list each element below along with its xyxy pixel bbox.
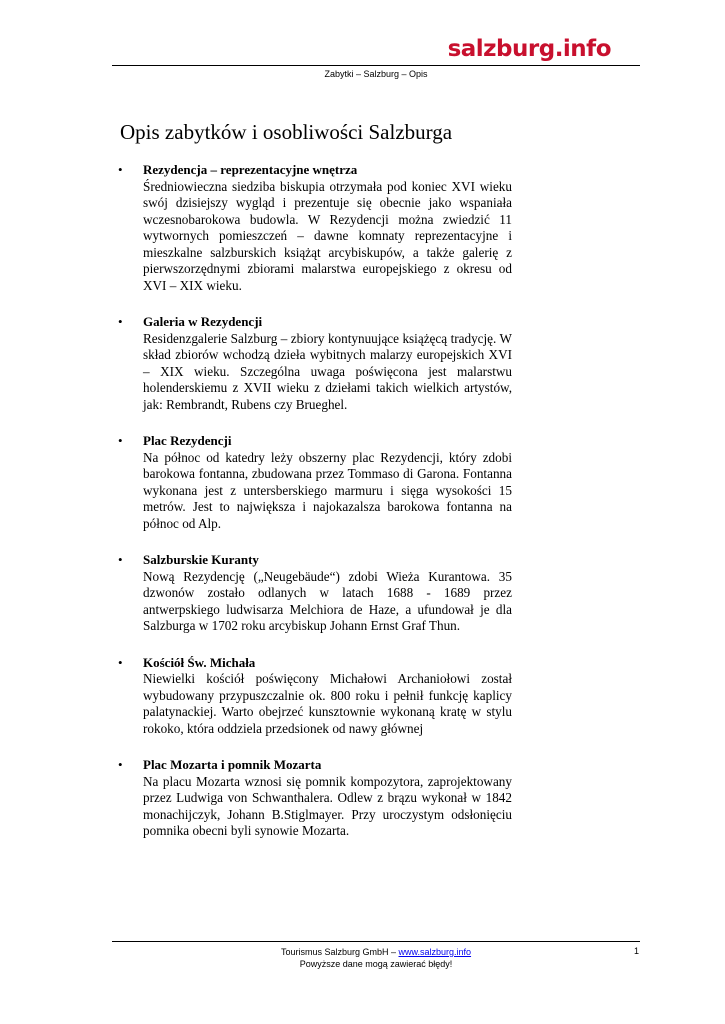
page-title: Opis zabytków i osobliwości Salzburga [120, 120, 453, 144]
attractions-list [112, 162, 512, 860]
item-title: Salzburskie Kuranty [143, 552, 259, 567]
bullet-icon: • [118, 433, 123, 448]
list-item [112, 655, 512, 738]
item-text: Niewielki kościół poświęcony Michałowi Archaniołowi został wybudowany przypuszczalnie ok. 800 roku i pełnił funkcję kaplicy palatynackiej. Warto obejrzeć kunsztownie wykonaną kratę w stylu rokoko, która oddziela przedsionek od nawy głównej [143, 671, 512, 736]
item-text: Średniowieczna siedziba biskupia otrzymała pod koniec XVI wieku swój dzisiejszy wygląd i prezentuje się obecnie jako wspaniała wczesnobarokowa budowla. W Rezydencji można zwiedzić 11 wytwornych pomieszczeń – dawne komnaty reprezentacyjne i mieszkalne salzburskich książąt arcybiskupów, a także galerię z pierwszorzędnymi zbiorami malarstwa europejskiego z okresu od XVI – XIX wieku. [143, 178, 512, 293]
item-title: Plac Rezydencji [143, 433, 232, 448]
logo: salzburg.info [447, 36, 611, 62]
footer-line [112, 946, 640, 958]
website-link[interactable]: www.salzburg.info [398, 947, 472, 957]
item-title: Galeria w Rezydencji [143, 314, 263, 329]
item-text: Residenzgalerie Salzburg – zbiory kontynuujące książęcą tradycję. W skład zbiorów wchodzą dzieła wybitnych malarzy europejskich XVI – XIX wieku. Szczególna uwaga poświęcona jest malarstwu holenderskiemu z XVII wieku z dziełami takich wielkich artystów, jak: Rembrandt, Rubens czy Brueghel. [143, 330, 512, 412]
footer-company: Tourismus Salzburg GmbH – [280, 947, 396, 957]
item-text: Na północ od katedry leży obszerny plac Rezydencji, który zdobi barokowa fontanna, zbudowana przez Tommaso di Garona. Fontanna wykonana jest z untersberskiego marmuru i sięga wysokości 15 metrów. Jest to największa i najokazalsza barokowa fontanna na północ od Alp. [143, 449, 512, 531]
list-item [112, 552, 512, 635]
item-text: Na placu Mozarta wznosi się pomnik kompozytora, zaprojektowany przez Ludwiga von Schwanthalera. Odlew z brązu wykonał w 1842 monachijczyk, Johann B.Stiglmayer. Przy uroczystym odsłonięciu pomnika obecni byli synowie Mozarta. [143, 773, 512, 838]
page-number: 1 [633, 946, 639, 956]
bullet-icon: • [118, 314, 123, 329]
list-item [112, 314, 512, 413]
item-text: Nową Rezydencję („Neugebäude“) zdobi Wieża Kurantowa. 35 dzwonów zostało odlanych w latach 1688 - 1689 przez antwerpskiego ludwisarza Melchiora de Haze, a ufundował je dla Salzburga w 1702 roku arcybiskup Johann Ernst Graf Thun. [143, 568, 512, 633]
header-subtitle: Zabytki – Salzburg – Opis [324, 69, 428, 79]
item-title: Plac Mozarta i pomnik Mozarta [143, 757, 322, 772]
bullet-icon: • [118, 654, 123, 670]
list-item [112, 433, 512, 532]
footer-divider [112, 941, 640, 942]
list-item [112, 162, 512, 294]
header-divider [112, 65, 640, 66]
footer-disclaimer: Powyższe dane mogą zawierać błędy! [299, 959, 453, 969]
bullet-icon: • [118, 552, 123, 567]
bullet-icon: • [118, 757, 123, 772]
item-title: Kościół Św. Michała [143, 654, 256, 670]
footer [112, 946, 640, 970]
list-item [112, 757, 512, 840]
item-title: Rezydencja – reprezentacyjne wnętrza [143, 162, 358, 177]
bullet-icon: • [118, 162, 123, 177]
